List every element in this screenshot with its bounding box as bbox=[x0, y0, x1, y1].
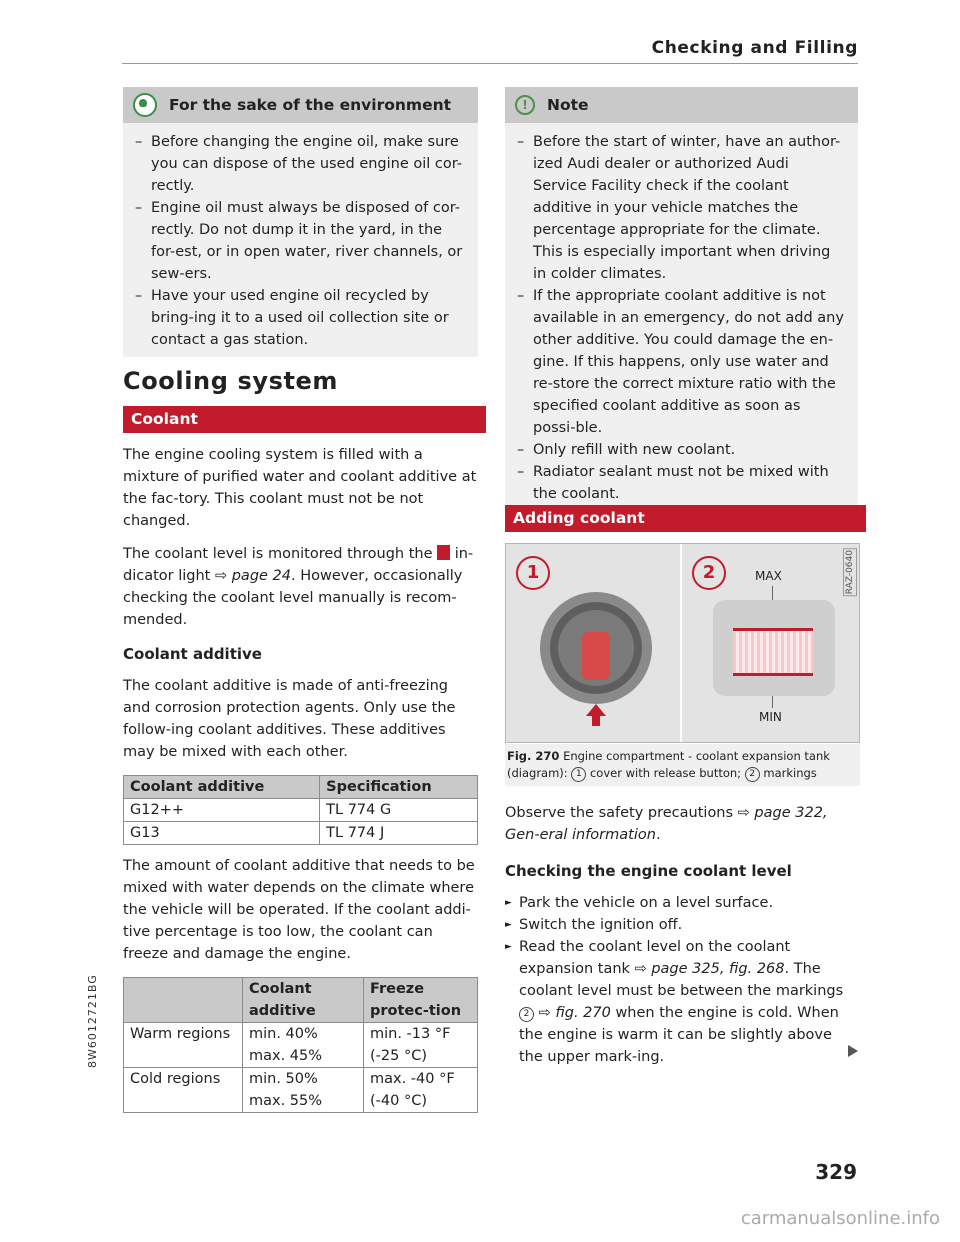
table-header: Coolant additive bbox=[243, 978, 364, 1023]
freeze-protection-table bbox=[123, 977, 478, 1113]
coolant-paragraph-2: The coolant level is monitored through the in-dicator light ⇨ page 24. However, occasionally checking the coolant level manually is recom-mended. bbox=[123, 546, 474, 628]
step-item: ► Read the coolant level on the coolant expansion tank ⇨ page 325, fig. 268. The coolant level must be between the markings 2 ⇨ fig. 270 when the engine is cold. When the engine is warm it can be slightly above the upper mark-ing. bbox=[505, 936, 858, 1068]
coolant-warning-light-icon bbox=[437, 545, 450, 560]
table-header: Coolant additive bbox=[124, 776, 320, 799]
note-box-title: Note bbox=[547, 96, 589, 114]
fig-270-link[interactable]: ⇨ fig. 270 bbox=[538, 1005, 611, 1021]
environment-icon bbox=[133, 93, 157, 117]
page-number: 329 bbox=[815, 1160, 857, 1184]
note-item: – Only refill with new coolant. bbox=[517, 439, 846, 461]
coolant-level-band bbox=[733, 628, 813, 676]
section-title: Cooling system bbox=[123, 367, 339, 395]
coolant-paragraph-1: The engine cooling system is filled with a mixture of purified water and coolant additive at the fac-tory. This coolant must not be not changed. bbox=[123, 447, 477, 529]
figure-caption: Fig. 270 Engine compartment - coolant expansion tank (diagram): 1 cover with release button; 2 markings bbox=[505, 744, 860, 786]
environment-item: – Engine oil must always be disposed of cor-rectly. Do not dump it in the yard, in the for-est, or in open water, river channels, or sew-ers. bbox=[135, 197, 466, 285]
table-row: Cold regions min. 50% max. 55% max. -40 °F (-40 °C) bbox=[124, 1068, 478, 1113]
figure-marker-1: 1 bbox=[516, 556, 550, 590]
page-325-link[interactable]: ⇨ page 325, fig. 268 bbox=[634, 961, 785, 977]
coolant-tank-figure bbox=[505, 543, 860, 743]
note-box bbox=[505, 87, 858, 511]
expansion-tank-cap-illustration bbox=[536, 588, 656, 728]
environment-box-header bbox=[123, 87, 478, 123]
note-box-header bbox=[505, 87, 858, 123]
coolant-additive-heading: Coolant additive bbox=[123, 645, 262, 663]
note-item: – Radiator sealant must not be mixed with the coolant. bbox=[517, 461, 846, 505]
check-level-heading: Checking the engine coolant level bbox=[505, 862, 792, 880]
step-item: ► Switch the ignition off. bbox=[505, 914, 858, 936]
watermark: carmanualsonline.info bbox=[740, 1208, 940, 1229]
coolant-paragraph-3: The coolant additive is made of anti-freezing and corrosion protection agents. Only use the follow-ing coolant additives. These additives may be mixed with each other. bbox=[123, 678, 456, 760]
observe-paragraph: Observe the safety precautions ⇨ page 322, Gen-eral information. bbox=[505, 805, 828, 843]
document-code: 8W6012721BG bbox=[86, 974, 99, 1068]
max-label: MAX bbox=[755, 569, 782, 583]
step-item: ► Park the vehicle on a level surface. bbox=[505, 892, 858, 914]
table-header: Freeze protec-tion bbox=[364, 978, 478, 1023]
min-label: MIN bbox=[759, 710, 782, 724]
continue-arrow-icon bbox=[848, 1045, 858, 1057]
environment-box-title: For the sake of the environment bbox=[169, 96, 452, 114]
figure-code: RAZ-0640 bbox=[845, 550, 855, 595]
table-header: Specification bbox=[320, 776, 478, 799]
note-item: – If the appropriate coolant additive is not available in an emergency, do not add any other additive. You could damage the en-gine. If this happens, only use water and re-store the correct mixture ratio with the specified coolant additive as soon as possi-ble. bbox=[517, 285, 846, 439]
page-24-link[interactable]: ⇨ page 24 bbox=[214, 568, 292, 584]
page-header-title: Checking and Filling bbox=[651, 38, 858, 58]
environment-item: – Have your used engine oil recycled by bring-ing it to a used oil collection site or contact a gas station. bbox=[135, 285, 466, 351]
table-header bbox=[124, 978, 243, 1023]
note-icon: ! bbox=[515, 95, 535, 115]
caption-marker-1: 1 bbox=[571, 767, 586, 782]
caption-marker-2: 2 bbox=[745, 767, 760, 782]
figure-divider bbox=[680, 544, 682, 742]
coolant-heading: Coolant bbox=[123, 406, 486, 433]
header-divider bbox=[122, 63, 858, 64]
note-item: – Before the start of winter, have an author-ized Audi dealer or authorized Audi Service Facility check if the coolant additive in your vehicle matches the percentage appropriate for the climate. This is especially important when driving in colder climates. bbox=[517, 131, 846, 285]
coolant-paragraph-4: The amount of coolant additive that needs to be mixed with water depends on the climate where the vehicle will be operated. If the coolant addi-tive percentage is too low, the coolant can freeze and damage the engine. bbox=[123, 858, 475, 962]
additive-spec-table bbox=[123, 775, 478, 845]
marking-2-marker: 2 bbox=[519, 1007, 534, 1022]
table-row: G12++ TL 774 G bbox=[124, 799, 478, 822]
page-322-link[interactable]: ⇨ page 322, Gen-eral information bbox=[505, 805, 828, 843]
table-row: Warm regions min. 40% max. 45% min. -13 °F (-25 °C) bbox=[124, 1023, 478, 1068]
environment-box bbox=[123, 87, 478, 357]
adding-coolant-heading: Adding coolant bbox=[505, 505, 866, 532]
environment-item: – Before changing the engine oil, make sure you can dispose of the used engine oil cor-rectly. bbox=[135, 131, 466, 197]
figure-marker-2: 2 bbox=[692, 556, 726, 590]
table-row: G13 TL 774 J bbox=[124, 822, 478, 845]
